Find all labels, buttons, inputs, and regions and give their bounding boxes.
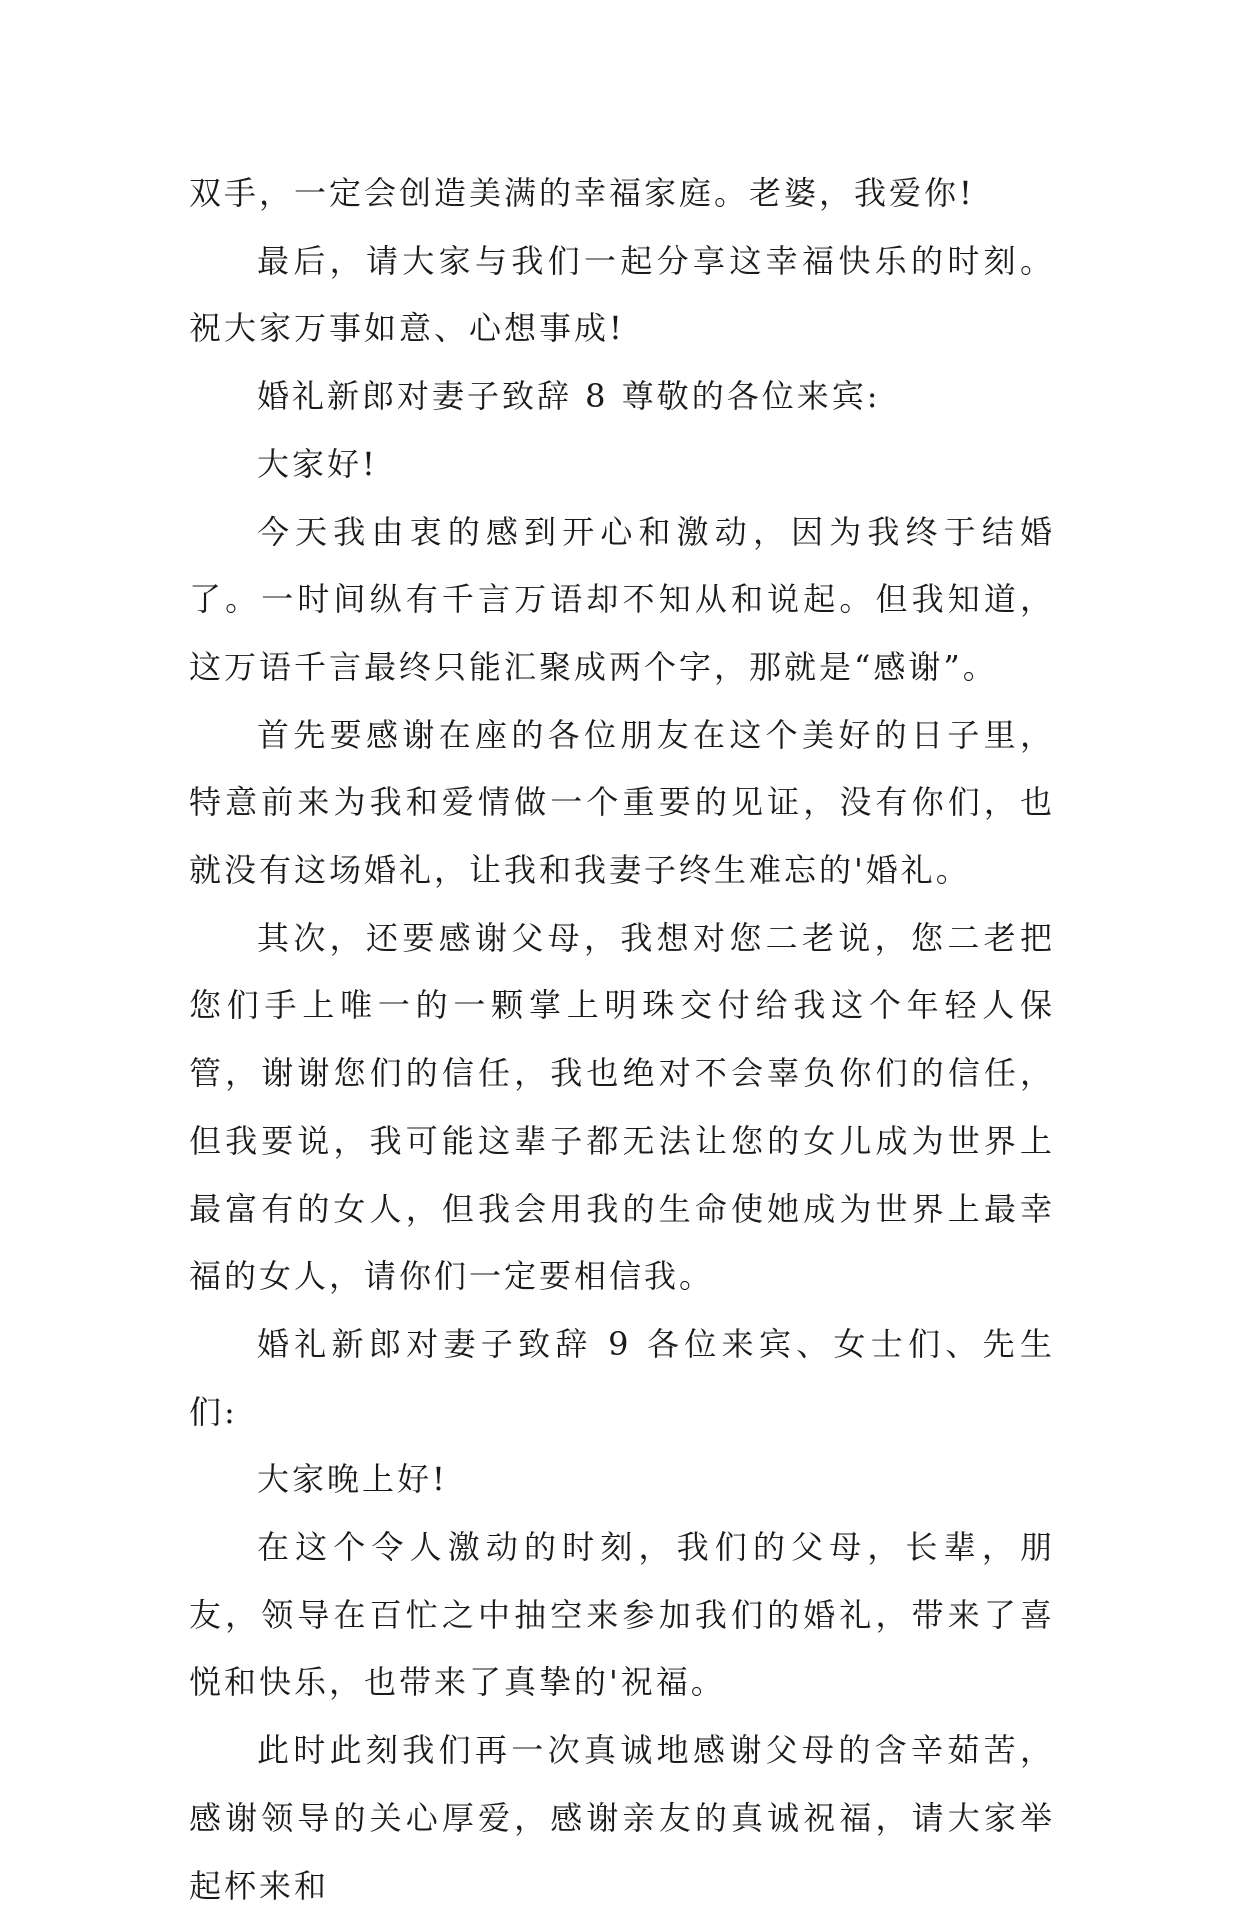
section-heading-8: 婚礼新郎对妻子致辞 8 尊敬的各位来宾: (257, 377, 881, 416)
paragraph-6: 首先要感谢在座的各位朋友在这个美好的日子里，特意前来为我和爱情做一个重要的见证，没有你们，也就没有这场婚礼，让我和我妻子终生难忘的'婚礼。 (189, 715, 1055, 890)
section-heading-9: 婚礼新郎对妻子致辞 9 各位来宾、女士们、先生们: (189, 1324, 1055, 1431)
greeting-8: 大家好! (257, 444, 378, 483)
paragraph-7: 其次，还要感谢父母，我想对您二老说，您二老把您们手上唯一的一颗掌上明珠交付给我这个年轻人保管，谢谢您们的信任，我也绝对不会辜负你们的信任，但我要说，我可能这辈子都无法让您的女儿成为世界上最富有的女人，但我会用我的生命使她成为世界上最幸福的女人，请你们一定要相信我。 (189, 918, 1055, 1296)
paragraph-11: 此时此刻我们再一次真诚地感谢父母的含辛茹苦，感谢领导的关心厚爱，感谢亲友的真诚祝福，请大家举起杯来和 (189, 1731, 1055, 1905)
document-body (189, 160, 1055, 1920)
greeting-9: 大家晚上好! (257, 1460, 448, 1499)
paragraph-1: 双手，一定会创造美满的幸福家庭。老婆，我爱你! (189, 174, 975, 212)
paragraph-2: 最后，请大家与我们一起分享这幸福快乐的时刻。祝大家万事如意、心想事成! (189, 241, 1055, 348)
paragraph-10: 在这个令人激动的时刻，我们的父母，长辈，朋友，领导在百忙之中抽空来参加我们的婚礼，带来了喜悦和快乐，也带来了真挚的'祝福。 (189, 1528, 1055, 1702)
paragraph-5: 今天我由衷的感到开心和激动，因为我终于结婚了。一时间纵有千言万语却不知从和说起。但我知道，这万语千言最终只能汇聚成两个字，那就是“感谢”。 (189, 512, 1055, 686)
